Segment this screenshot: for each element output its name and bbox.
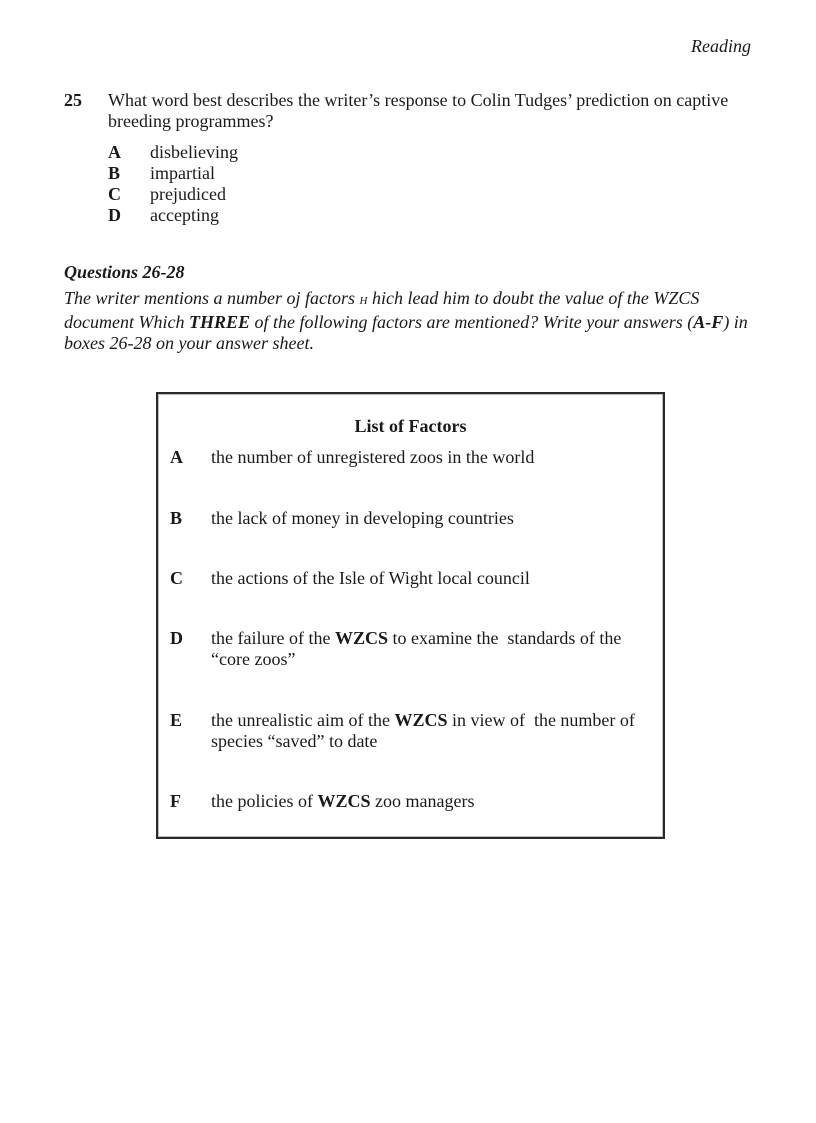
factor-letter: A: [170, 447, 183, 467]
factor-item: [170, 628, 640, 670]
factor-text: the actions of the Isle of Wight local council: [211, 568, 530, 588]
question-number: 25: [64, 90, 82, 110]
factor-text: the unrealistic aim of the WZCS in view of the number of species “saved” to date: [211, 710, 640, 751]
question-group-heading: Questions 26-28: [64, 262, 185, 282]
question-group-instructions: The writer mentions a number oj factors H hich lead him to doubt the value of the WZCS document Which THREE of the following factors are mentioned? Write your answers (A-F) in boxes 26-28 on your answer sheet.: [64, 288, 748, 353]
answer-option[interactable]: [108, 184, 226, 205]
option-letter: B: [108, 163, 121, 183]
factors-list-box: [156, 392, 665, 839]
option-letter: D: [108, 205, 121, 225]
section-header: Reading: [691, 36, 751, 56]
factor-item: [170, 791, 640, 812]
factor-letter: F: [170, 791, 181, 811]
answer-option[interactable]: [108, 205, 219, 226]
option-letter: C: [108, 184, 121, 204]
factor-letter: C: [170, 568, 183, 588]
factors-list-title: List of Factors: [354, 416, 467, 436]
option-text: impartial: [150, 163, 215, 183]
question-text: What word best describes the writer’s response to Colin Tudges’ prediction on captive breeding programmes?: [108, 90, 729, 131]
factor-item: [170, 710, 640, 752]
option-text: prejudiced: [150, 184, 226, 204]
option-text: disbelieving: [150, 142, 238, 162]
factor-text: the failure of the WZCS to examine the standards of the “core zoos”: [211, 628, 626, 669]
answer-option[interactable]: [108, 163, 215, 184]
factor-item: [170, 447, 640, 468]
option-letter: A: [108, 142, 121, 162]
factor-letter: E: [170, 710, 183, 730]
factor-text: the number of unregistered zoos in the world: [211, 447, 535, 467]
option-text: accepting: [150, 205, 219, 225]
answer-option[interactable]: [108, 142, 238, 163]
factor-item: [170, 508, 640, 529]
factor-letter: D: [170, 628, 183, 648]
factor-text: the lack of money in developing countries: [211, 508, 514, 528]
factor-text: the policies of WZCS zoo managers: [211, 791, 475, 811]
factor-item: [170, 568, 640, 589]
factor-letter: B: [170, 508, 183, 528]
